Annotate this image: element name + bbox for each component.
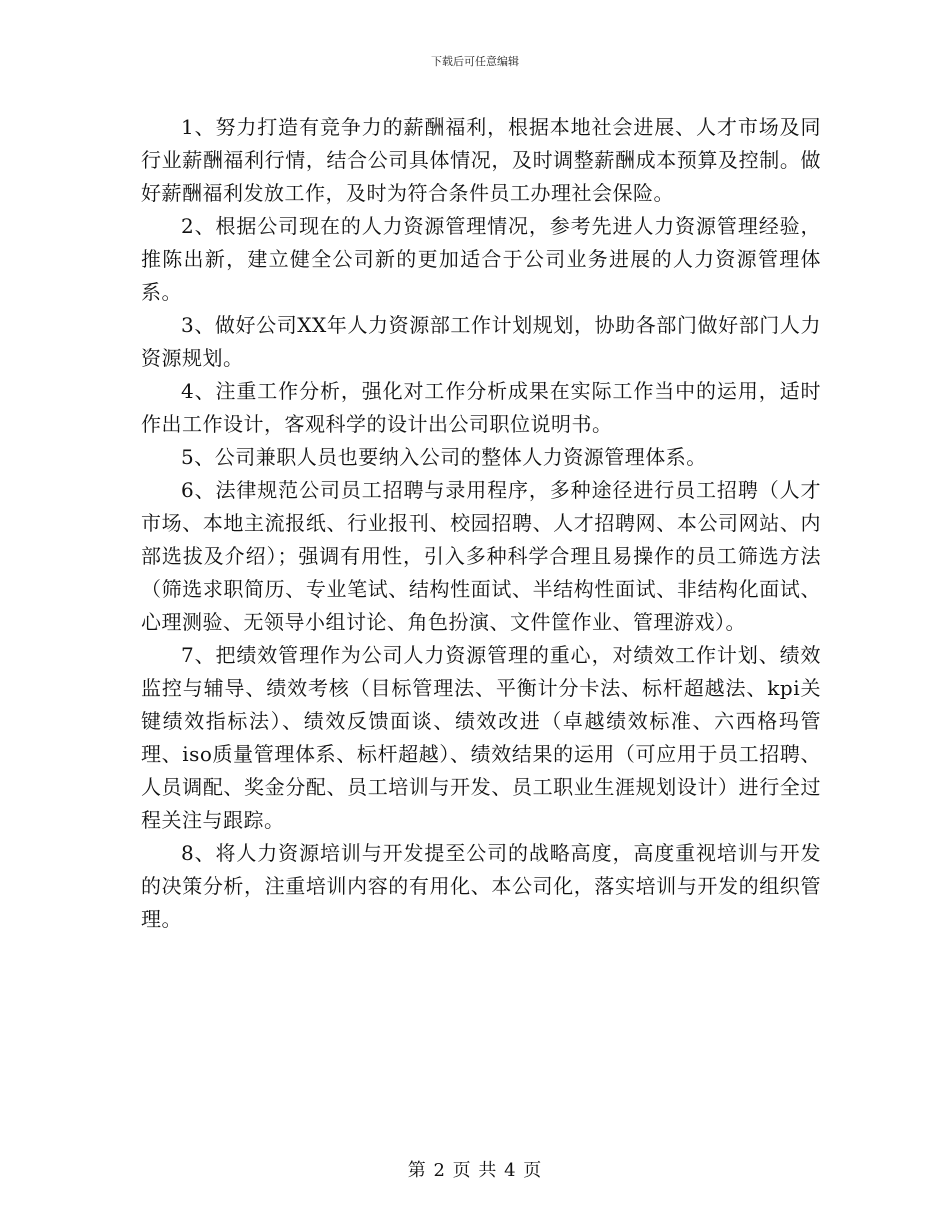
paragraph-7: 7、把绩效管理作为公司人力资源管理的重心，对绩效工作计划、绩效监控与辅导、绩效考核（目标管理法、平衡计分卡法、标杆超越法、kpi关键绩效指标法）、绩效反馈面谈、绩效改进（卓越绩效标准、六西格玛管理、iso质量管理体系、标杆超越）、绩效结果的运用（可应用于员工招聘、人员调配、奖金分配、员工培训与开发、员工职业生涯规划设计）进行全过程关注与跟踪。	[141, 643, 821, 832]
paragraph-5: 5、公司兼职人员也要纳入公司的整体人力资源管理体系。	[181, 445, 707, 469]
paragraph-3: 3、做好公司XX年人力资源部工作计划规划，协助各部门做好部门人力资源规划。	[141, 313, 821, 370]
paragraph-8: 8、将人力资源培训与开发提至公司的战略高度，高度重视培训与开发的决策分析，注重培训内容的有用化、本公司化，落实培训与开发的组织管理。	[141, 841, 821, 931]
paragraph-4: 4、注重工作分析，强化对工作分析成果在实际工作当中的运用，适时作出工作设计，客观科学的设计出公司职位说明书。	[141, 379, 821, 436]
paragraph-1: 1、努力打造有竞争力的薪酬福利，根据本地社会进展、人才市场及同行业薪酬福利行情，结合公司具体情况，及时调整薪酬成本预算及控制。做好薪酬福利发放工作，及时为符合条件员工办理社会保险。	[141, 115, 821, 205]
page-header: 下载后可任意编辑	[431, 55, 519, 68]
paragraph-6: 6、法律规范公司员工招聘与录用程序，多种途径进行员工招聘（人才市场、本地主流报纸、行业报刊、校园招聘、人才招聘网、本公司网站、内部选拔及介绍）；强调有用性，引入多种科学合理且易操作的员工筛选方法（筛选求职简历、专业笔试、结构性面试、半结构性面试、非结构化面试、心理测验、无领导小组讨论、角色扮演、文件筐作业、管理游戏）。	[141, 478, 821, 634]
document-body	[141, 111, 821, 936]
paragraph-2: 2、根据公司现在的人力资源管理情况，参考先进人力资源管理经验，推陈出新，建立健全公司新的更加适合于公司业务进展的人力资源管理体系。	[141, 214, 821, 304]
page-footer: 第 2 页 共 4 页	[407, 1160, 543, 1181]
